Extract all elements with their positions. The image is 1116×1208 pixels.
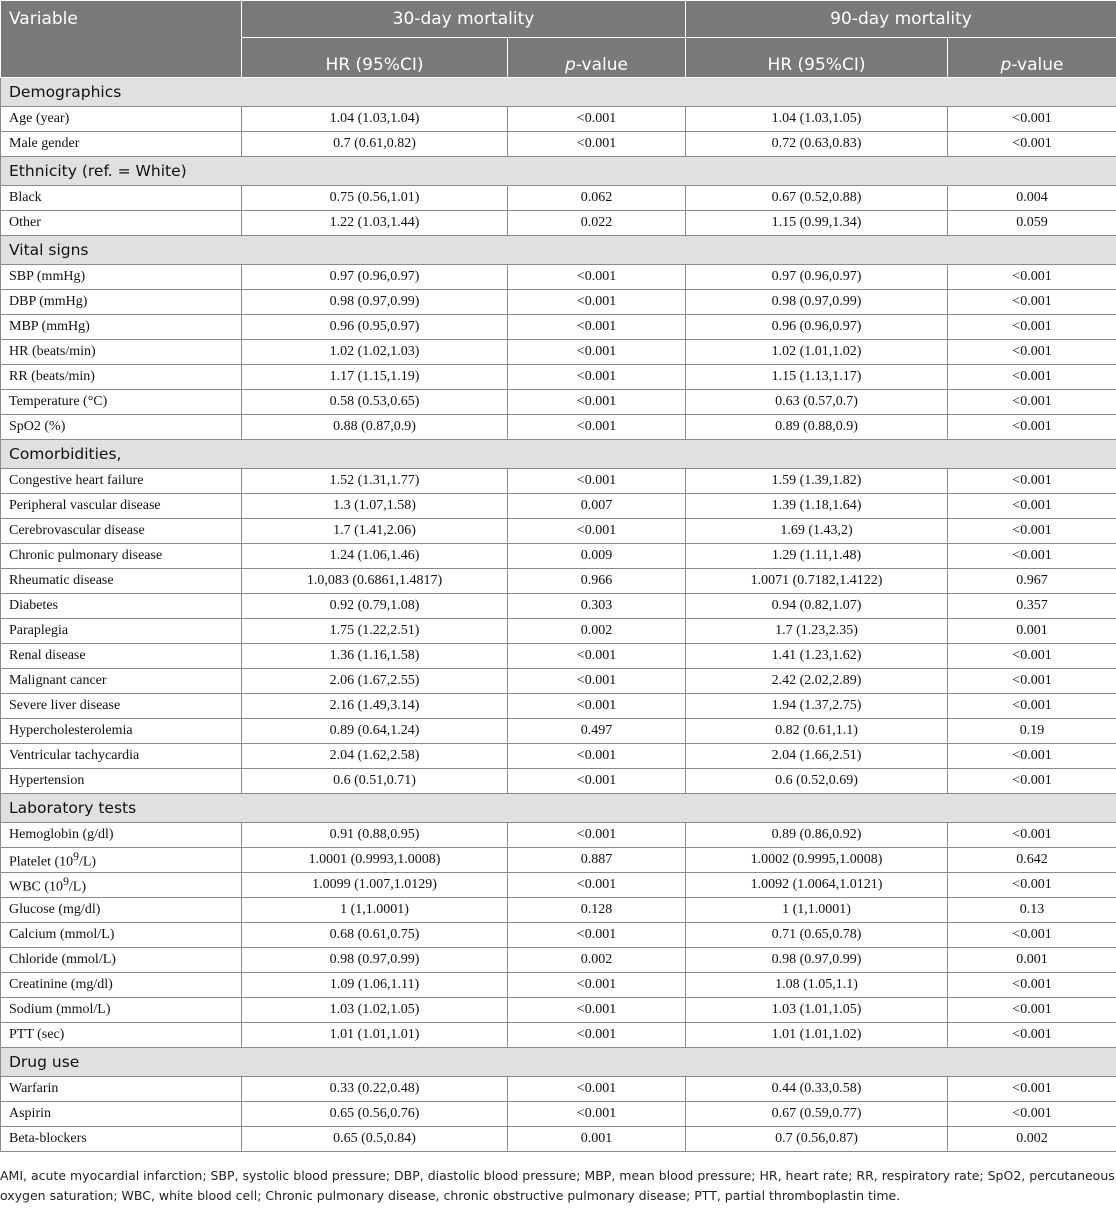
row-variable: SpO2 (%) [1, 415, 242, 440]
hr-30-cell: 0.58 (0.53,0.65) [242, 390, 508, 415]
hr-90-cell: 1.08 (1.05,1.1) [686, 973, 948, 998]
table-header [1, 1, 1116, 78]
p-value-30-cell: 0.009 [508, 544, 686, 569]
p-value-90-cell: <0.001 [948, 973, 1116, 998]
hr-30-cell: 2.04 (1.62,2.58) [242, 744, 508, 769]
p-value-30-cell: <0.001 [508, 1077, 686, 1102]
section-title: Vital signs [1, 236, 1116, 265]
p-italic: p [565, 55, 576, 75]
p-value-90-cell: <0.001 [948, 265, 1116, 290]
p-suffix: -value [575, 55, 628, 75]
header-hr-30: HR (95%CI) [242, 38, 508, 78]
table-row [1, 998, 1116, 1023]
p-value-90-cell: <0.001 [948, 669, 1116, 694]
table-row [1, 315, 1116, 340]
hr-90-cell: 0.98 (0.97,0.99) [686, 948, 948, 973]
hr-90-cell: 0.63 (0.57,0.7) [686, 390, 948, 415]
row-variable: Age (year) [1, 107, 242, 132]
hr-30-cell: 2.16 (1.49,3.14) [242, 694, 508, 719]
row-variable: SBP (mmHg) [1, 265, 242, 290]
hr-30-cell: 1.22 (1.03,1.44) [242, 211, 508, 236]
table-row [1, 619, 1116, 644]
p-value-30-cell: <0.001 [508, 265, 686, 290]
hr-90-cell: 0.96 (0.96,0.97) [686, 315, 948, 340]
hr-30-cell: 0.65 (0.56,0.76) [242, 1102, 508, 1127]
p-value-90-cell: <0.001 [948, 365, 1116, 390]
hr-30-cell: 0.89 (0.64,1.24) [242, 719, 508, 744]
section-title: Comorbidities, [1, 440, 1116, 469]
hr-90-cell: 1.0071 (0.7182,1.4122) [686, 569, 948, 594]
hr-30-cell: 0.88 (0.87,0.9) [242, 415, 508, 440]
p-value-90-cell: <0.001 [948, 107, 1116, 132]
p-value-30-cell: 0.022 [508, 211, 686, 236]
table-row [1, 494, 1116, 519]
p-value-30-cell: <0.001 [508, 315, 686, 340]
row-variable [1, 848, 242, 873]
p-value-30-cell: 0.497 [508, 719, 686, 744]
hr-90-cell: 1 (1,1.0001) [686, 898, 948, 923]
p-value-90-cell: 0.13 [948, 898, 1116, 923]
table-row [1, 1077, 1116, 1102]
hr-90-cell: 1.01 (1.01,1.02) [686, 1023, 948, 1048]
p-value-30-cell: 0.966 [508, 569, 686, 594]
section-header-row [1, 236, 1116, 265]
header-90-day-mortality: 90-day mortality [686, 1, 1116, 38]
hr-90-cell: 0.7 (0.56,0.87) [686, 1127, 948, 1152]
p-value-30-cell: <0.001 [508, 340, 686, 365]
p-value-30-cell: <0.001 [508, 923, 686, 948]
hr-90-cell: 0.98 (0.97,0.99) [686, 290, 948, 315]
p-value-30-cell: 0.007 [508, 494, 686, 519]
hr-90-cell: 0.89 (0.86,0.92) [686, 823, 948, 848]
p-value-90-cell: <0.001 [948, 1102, 1116, 1127]
hr-30-cell: 0.98 (0.97,0.99) [242, 290, 508, 315]
hr-90-cell: 1.0092 (1.0064,1.0121) [686, 873, 948, 898]
section-header-row [1, 440, 1116, 469]
table-row [1, 544, 1116, 569]
table-row [1, 744, 1116, 769]
row-variable: Male gender [1, 132, 242, 157]
p-value-90-cell: 0.001 [948, 948, 1116, 973]
p-value-30-cell: 0.002 [508, 619, 686, 644]
hr-30-cell: 1.03 (1.02,1.05) [242, 998, 508, 1023]
table-row [1, 1102, 1116, 1127]
hr-30-cell: 0.33 (0.22,0.48) [242, 1077, 508, 1102]
hr-30-cell: 1.0099 (1.007,1.0129) [242, 873, 508, 898]
table-row [1, 211, 1116, 236]
hr-90-cell: 1.15 (0.99,1.34) [686, 211, 948, 236]
table-row [1, 719, 1116, 744]
table-row [1, 898, 1116, 923]
hr-90-cell: 1.39 (1.18,1.64) [686, 494, 948, 519]
row-variable: Chloride (mmol/L) [1, 948, 242, 973]
hr-30-cell: 1.09 (1.06,1.11) [242, 973, 508, 998]
variable-label: WBC (10 [9, 879, 64, 895]
hr-30-cell: 0.65 (0.5,0.84) [242, 1127, 508, 1152]
p-value-30-cell: 0.303 [508, 594, 686, 619]
p-value-90-cell: <0.001 [948, 744, 1116, 769]
row-variable: Glucose (mg/dl) [1, 898, 242, 923]
variable-label-end: /L) [78, 854, 97, 870]
section-title: Drug use [1, 1048, 1116, 1077]
p-value-90-cell: 0.002 [948, 1127, 1116, 1152]
hr-90-cell: 1.04 (1.03,1.05) [686, 107, 948, 132]
p-value-30-cell: <0.001 [508, 744, 686, 769]
variable-label: Platelet (10 [9, 854, 74, 870]
row-variable: Hypercholesterolemia [1, 719, 242, 744]
row-variable: Hemoglobin (g/dl) [1, 823, 242, 848]
p-value-90-cell: <0.001 [948, 923, 1116, 948]
row-variable: Beta-blockers [1, 1127, 242, 1152]
table-row [1, 569, 1116, 594]
p-value-90-cell: <0.001 [948, 823, 1116, 848]
p-value-30-cell: <0.001 [508, 1102, 686, 1127]
table-row [1, 390, 1116, 415]
p-value-30-cell: 0.062 [508, 186, 686, 211]
hr-30-cell: 1.17 (1.15,1.19) [242, 365, 508, 390]
table-row [1, 948, 1116, 973]
row-variable: RR (beats/min) [1, 365, 242, 390]
section-header-row [1, 157, 1116, 186]
p-value-90-cell: <0.001 [948, 519, 1116, 544]
hr-30-cell: 1.36 (1.16,1.58) [242, 644, 508, 669]
hr-90-cell: 1.03 (1.01,1.05) [686, 998, 948, 1023]
section-header-row [1, 78, 1116, 107]
hr-30-cell: 0.97 (0.96,0.97) [242, 265, 508, 290]
p-value-90-cell: <0.001 [948, 390, 1116, 415]
hr-30-cell: 0.92 (0.79,1.08) [242, 594, 508, 619]
hr-30-cell: 1.52 (1.31,1.77) [242, 469, 508, 494]
table-row [1, 1127, 1116, 1152]
hr-90-cell: 1.69 (1.43,2) [686, 519, 948, 544]
table-row [1, 873, 1116, 898]
hr-90-cell: 1.7 (1.23,2.35) [686, 619, 948, 644]
row-variable: Severe liver disease [1, 694, 242, 719]
row-variable: HR (beats/min) [1, 340, 242, 365]
row-variable: Temperature (°C) [1, 390, 242, 415]
hr-90-cell: 1.29 (1.11,1.48) [686, 544, 948, 569]
row-variable: Warfarin [1, 1077, 242, 1102]
hr-90-cell: 0.44 (0.33,0.58) [686, 1077, 948, 1102]
p-value-90-cell: 0.19 [948, 719, 1116, 744]
section-header-row [1, 794, 1116, 823]
p-value-90-cell: 0.004 [948, 186, 1116, 211]
row-variable: Chronic pulmonary disease [1, 544, 242, 569]
hr-90-cell: 1.94 (1.37,2.75) [686, 694, 948, 719]
p-value-90-cell: <0.001 [948, 998, 1116, 1023]
table-row [1, 132, 1116, 157]
p-value-90-cell: <0.001 [948, 873, 1116, 898]
variable-superscript: 9 [63, 874, 69, 888]
table-body [1, 78, 1116, 1152]
row-variable: Paraplegia [1, 619, 242, 644]
hr-90-cell: 1.0002 (0.9995,1.0008) [686, 848, 948, 873]
p-value-90-cell: <0.001 [948, 1077, 1116, 1102]
row-variable: PTT (sec) [1, 1023, 242, 1048]
table-row [1, 669, 1116, 694]
section-header-row [1, 1048, 1116, 1077]
hr-90-cell: 0.72 (0.63,0.83) [686, 132, 948, 157]
hr-90-cell: 2.42 (2.02,2.89) [686, 669, 948, 694]
section-title: Ethnicity (ref. = White) [1, 157, 1116, 186]
row-variable: Malignant cancer [1, 669, 242, 694]
p-italic: p [1000, 55, 1012, 75]
p-value-30-cell: 0.002 [508, 948, 686, 973]
header-p-value-30 [508, 38, 686, 78]
row-variable: Hypertension [1, 769, 242, 794]
table-footnote: AMI, acute myocardial infarction; SBP, systolic blood pressure; DBP, diastolic blood pressure; MBP, mean blood pressure; HR, heart rate; RR, respiratory rate; SpO2, percutaneous oxygen saturation; WBC, white blood cell; Chronic pulmonary disease, chronic obstructive pulmonary disease; PTT, partial thromboplastin time. [0, 1168, 1115, 1203]
hr-90-cell: 0.6 (0.52,0.69) [686, 769, 948, 794]
p-value-90-cell: <0.001 [948, 469, 1116, 494]
table-row [1, 594, 1116, 619]
p-value-90-cell: <0.001 [948, 694, 1116, 719]
hr-90-cell: 0.89 (0.88,0.9) [686, 415, 948, 440]
p-value-90-cell: 0.642 [948, 848, 1116, 873]
row-variable: Rheumatic disease [1, 569, 242, 594]
table-row [1, 107, 1116, 132]
p-value-30-cell: <0.001 [508, 644, 686, 669]
hr-90-cell: 1.41 (1.23,1.62) [686, 644, 948, 669]
hr-30-cell: 0.6 (0.51,0.71) [242, 769, 508, 794]
hr-30-cell: 1.75 (1.22,2.51) [242, 619, 508, 644]
p-value-90-cell: <0.001 [948, 494, 1116, 519]
row-variable: Other [1, 211, 242, 236]
variable-superscript: 9 [73, 849, 79, 863]
p-value-90-cell: <0.001 [948, 769, 1116, 794]
row-variable: Peripheral vascular disease [1, 494, 242, 519]
hr-90-cell: 0.67 (0.59,0.77) [686, 1102, 948, 1127]
hr-90-cell: 1.15 (1.13,1.17) [686, 365, 948, 390]
table-row [1, 644, 1116, 669]
p-value-30-cell: <0.001 [508, 669, 686, 694]
p-value-90-cell: <0.001 [948, 544, 1116, 569]
p-value-30-cell: <0.001 [508, 873, 686, 898]
row-variable: MBP (mmHg) [1, 315, 242, 340]
table-row [1, 848, 1116, 873]
p-value-90-cell: <0.001 [948, 644, 1116, 669]
row-variable [1, 873, 242, 898]
p-value-30-cell: <0.001 [508, 132, 686, 157]
hr-90-cell: 0.97 (0.96,0.97) [686, 265, 948, 290]
hr-90-cell: 0.71 (0.65,0.78) [686, 923, 948, 948]
p-value-30-cell: <0.001 [508, 769, 686, 794]
row-variable: Black [1, 186, 242, 211]
row-variable: Cerebrovascular disease [1, 519, 242, 544]
row-variable: Calcium (mmol/L) [1, 923, 242, 948]
hr-30-cell: 0.68 (0.61,0.75) [242, 923, 508, 948]
p-value-90-cell: 0.357 [948, 594, 1116, 619]
hr-90-cell: 2.04 (1.66,2.51) [686, 744, 948, 769]
table-row [1, 365, 1116, 390]
hr-30-cell: 1.7 (1.41,2.06) [242, 519, 508, 544]
p-value-30-cell: <0.001 [508, 694, 686, 719]
hr-30-cell: 1.0,083 (0.6861,1.4817) [242, 569, 508, 594]
hr-30-cell: 1.01 (1.01,1.01) [242, 1023, 508, 1048]
p-value-30-cell: <0.001 [508, 365, 686, 390]
p-value-30-cell: <0.001 [508, 823, 686, 848]
hr-30-cell: 1.24 (1.06,1.46) [242, 544, 508, 569]
row-variable: Creatinine (mg/dl) [1, 973, 242, 998]
table-row [1, 1023, 1116, 1048]
p-value-90-cell: 0.967 [948, 569, 1116, 594]
hr-30-cell: 1.0001 (0.9993,1.0008) [242, 848, 508, 873]
hr-30-cell: 0.91 (0.88,0.95) [242, 823, 508, 848]
table-row [1, 290, 1116, 315]
p-value-90-cell: <0.001 [948, 315, 1116, 340]
row-variable: Sodium (mmol/L) [1, 998, 242, 1023]
p-value-30-cell: 0.128 [508, 898, 686, 923]
p-value-30-cell: <0.001 [508, 519, 686, 544]
p-value-90-cell: <0.001 [948, 290, 1116, 315]
hr-30-cell: 0.98 (0.97,0.99) [242, 948, 508, 973]
table-row [1, 923, 1116, 948]
p-value-90-cell: 0.059 [948, 211, 1116, 236]
p-value-30-cell: 0.887 [508, 848, 686, 873]
hr-30-cell: 1.3 (1.07,1.58) [242, 494, 508, 519]
header-30-day-mortality: 30-day mortality [242, 1, 686, 38]
row-variable: Congestive heart failure [1, 469, 242, 494]
hr-90-cell: 0.67 (0.52,0.88) [686, 186, 948, 211]
row-variable: Renal disease [1, 644, 242, 669]
p-value-30-cell: <0.001 [508, 998, 686, 1023]
section-title: Laboratory tests [1, 794, 1116, 823]
hr-30-cell: 1.02 (1.02,1.03) [242, 340, 508, 365]
header-p-value-90 [948, 38, 1116, 78]
table-row [1, 823, 1116, 848]
variable-label-end: /L) [68, 879, 86, 895]
header-variable: Variable [1, 1, 242, 78]
row-variable: Ventricular tachycardia [1, 744, 242, 769]
p-value-90-cell: <0.001 [948, 132, 1116, 157]
table-row [1, 415, 1116, 440]
table-row [1, 186, 1116, 211]
hr-90-cell: 1.59 (1.39,1.82) [686, 469, 948, 494]
row-variable: Diabetes [1, 594, 242, 619]
p-value-90-cell: <0.001 [948, 1023, 1116, 1048]
table-row [1, 265, 1116, 290]
table-row [1, 769, 1116, 794]
hr-90-cell: 1.02 (1.01,1.02) [686, 340, 948, 365]
row-variable: Aspirin [1, 1102, 242, 1127]
hr-30-cell: 2.06 (1.67,2.55) [242, 669, 508, 694]
p-value-30-cell: <0.001 [508, 290, 686, 315]
p-value-30-cell: <0.001 [508, 107, 686, 132]
table-row [1, 519, 1116, 544]
p-value-90-cell: <0.001 [948, 340, 1116, 365]
table-row [1, 973, 1116, 998]
p-value-30-cell: <0.001 [508, 469, 686, 494]
hr-30-cell: 1 (1,1.0001) [242, 898, 508, 923]
p-value-30-cell: <0.001 [508, 973, 686, 998]
row-variable: DBP (mmHg) [1, 290, 242, 315]
hr-30-cell: 1.04 (1.03,1.04) [242, 107, 508, 132]
table-row [1, 469, 1116, 494]
p-value-30-cell: <0.001 [508, 1023, 686, 1048]
hr-30-cell: 0.96 (0.95,0.97) [242, 315, 508, 340]
p-value-30-cell: 0.001 [508, 1127, 686, 1152]
p-value-90-cell: 0.001 [948, 619, 1116, 644]
p-value-30-cell: <0.001 [508, 415, 686, 440]
section-title: Demographics [1, 78, 1116, 107]
table-row [1, 340, 1116, 365]
p-value-30-cell: <0.001 [508, 390, 686, 415]
table-row [1, 694, 1116, 719]
hr-30-cell: 0.75 (0.56,1.01) [242, 186, 508, 211]
hr-90-cell: 0.94 (0.82,1.07) [686, 594, 948, 619]
header-hr-90: HR (95%CI) [686, 38, 948, 78]
hr-30-cell: 0.7 (0.61,0.82) [242, 132, 508, 157]
p-suffix: -value [1011, 55, 1064, 75]
hr-90-cell: 0.82 (0.61,1.1) [686, 719, 948, 744]
p-value-90-cell: <0.001 [948, 415, 1116, 440]
